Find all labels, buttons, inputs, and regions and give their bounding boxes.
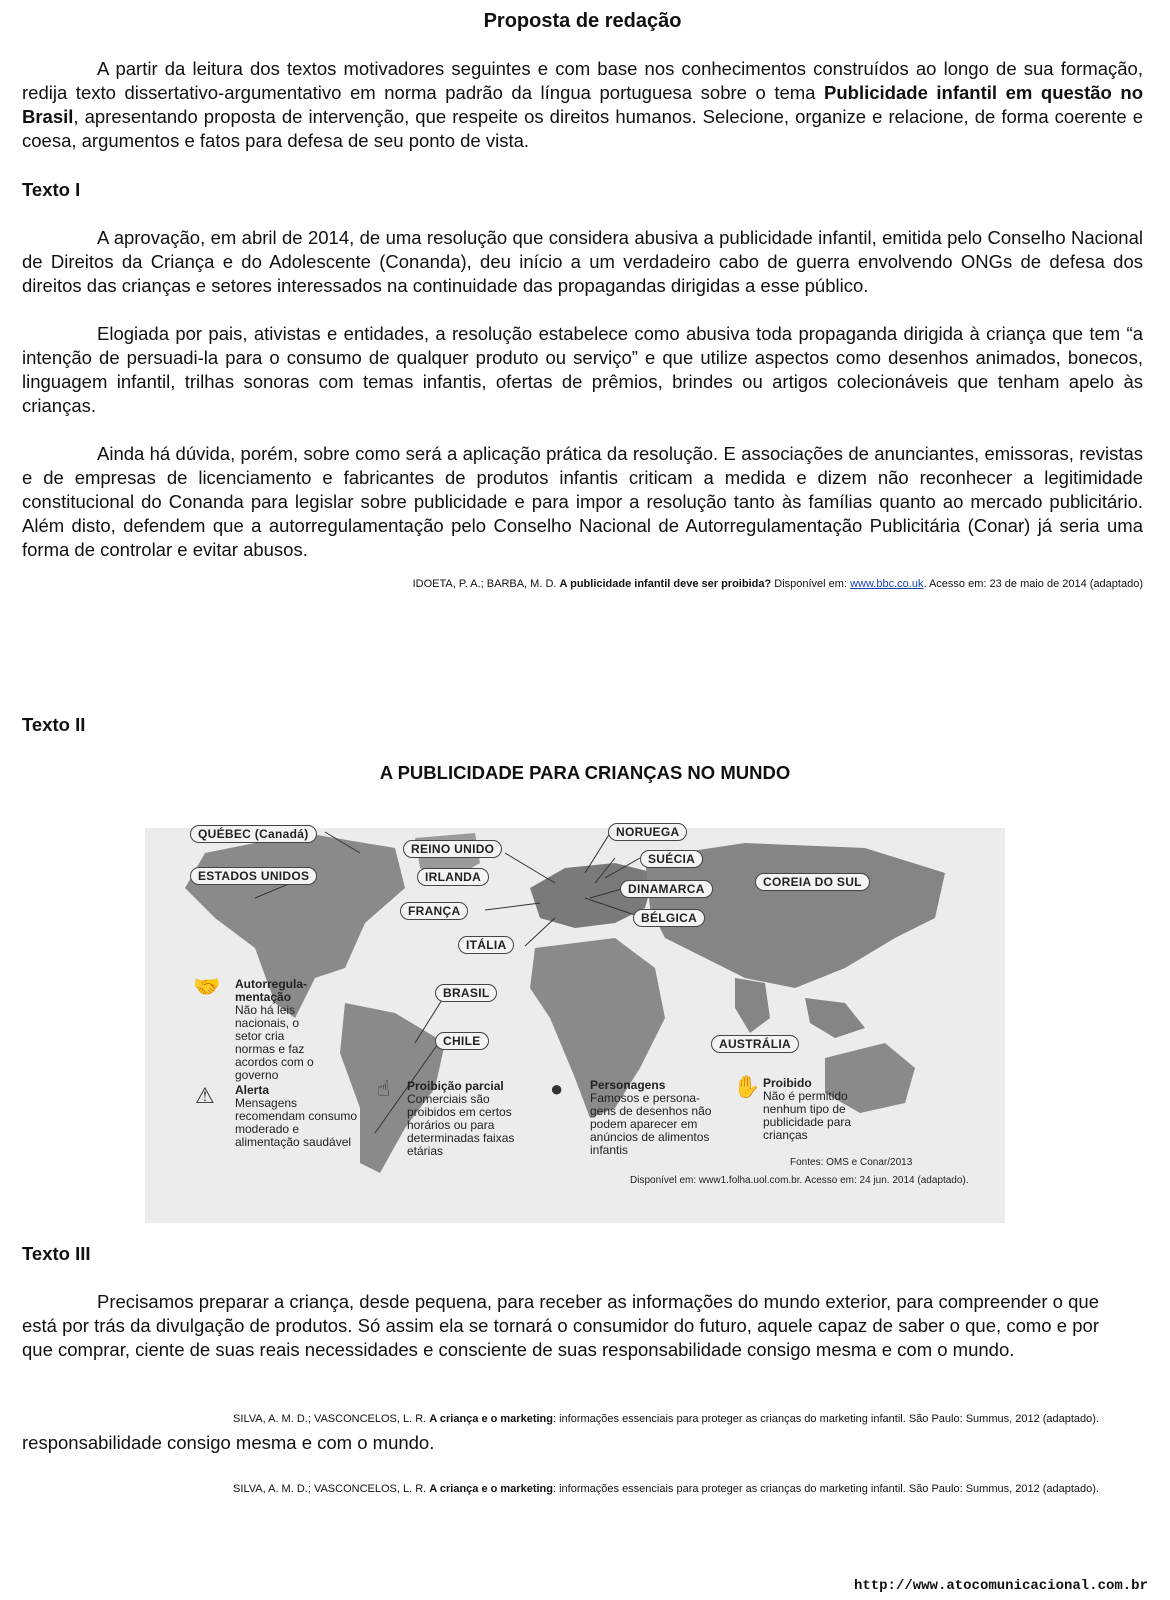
legend-alerta-title: Alerta [235,1083,270,1097]
legend-person-desc: Famosos e persona-gens de desenhos não podem aparecer em anúncios de alimentos infantis [590,1091,712,1157]
map-available: Disponível em: www1.folha.uol.com.br. Acesso em: 24 jun. 2014 (adaptado). [630,1175,969,1186]
hand-stop-icon: ✋ [733,1074,761,1099]
country-italia: ITÁLIA [458,936,514,954]
texto3-source-title: A criança e o marketing [429,1413,553,1425]
legend-personagens [590,1079,720,1157]
texto3-source-rest: : informações essenciais para proteger as crianças do marketing infantil. São Paulo: Summus, 2012 (adaptado). [552,1413,1099,1425]
country-irlanda: IRLANDA [417,868,489,886]
country-franca: FRANÇA [400,902,468,920]
texto3-heading: Texto III [22,1243,91,1264]
legend-autorreg-title: Autorregula- mentação [235,977,307,1004]
legend-alerta-desc: Mensagens recomendam consumo moderado e alimentação saudável [235,1096,358,1149]
legend-proibicao-parcial [407,1080,532,1158]
country-estados-unidos: ESTADOS UNIDOS [190,867,317,885]
source-title: A publicidade infantil deve ser proibida? [559,578,772,590]
handshake-icon: 🤝 [193,974,221,999]
texto3-source-authors-2: SILVA, A. M. D.; VASCONCELOS, L. R. [233,1483,430,1495]
texto3-paragraph: Precisamos preparar a criança, desde pequena, para receber as informações do mundo exterior, para compreender o que está por trás da divulgação de produtos. Só assim ela se tornará o consumidor do futuro, aquele capaz de saber o que, como e por que comprar, ciente de suas reais necessidades e consciente de suas responsabilidade consigo mesma e com o mundo. [22,1291,1099,1360]
texto1-paragraph-3: Ainda há dúvida, porém, sobre como será a aplicação prática da resolução. E associações de anunciantes, emissoras, revistas e de empresas de licenciamento e fabricantes de produtos infantis criticam a medida e dizem não reconhecer a legitimidade constitucional do Conanda para legislar sobre publicidade e para impor a resolução tanto às famílias quanto ao mercado publicitário. Além disto, defendem que a autorregulamentação pelo Conselho Nacional de Autorregulamentação Publicitária (Conar) já seria uma forma de controlar e evitar abusos. [22,443,1143,560]
texto1-heading: Texto I [22,179,81,200]
legend-parcial-title: Proibição parcial [407,1079,504,1093]
map-title: A PUBLICIDADE PARA CRIANÇAS NO MUNDO [379,762,791,783]
country-noruega: NORUEGA [608,823,687,841]
texto3-source-authors: SILVA, A. M. D.; VASCONCELOS, L. R. [233,1413,430,1425]
country-belgica: BÉLGICA [633,909,705,927]
intro-text-before: A partir da leitura dos textos motivadores seguintes e com base nos conhecimentos construídos ao longo de sua formação, redija texto dissertativo-argumentativo em norma padrão da língua portuguesa sobre o tema [22,58,1143,103]
country-coreia-do-sul: COREIA DO SUL [755,873,870,891]
legend-alerta [235,1084,360,1149]
legend-proib-desc: Não é permitido nenhum tipo de publicidade para crianças [763,1089,852,1142]
character-mouse-icon: ● [550,1076,564,1101]
country-reino-unido: REINO UNIDO [403,840,502,858]
texto3-source-rest-2: : informações essenciais para proteger as crianças do marketing infantil. São Paulo: Summus, 2012 (adaptado). [552,1483,1099,1495]
source-access: . Acesso em: 23 de maio de 2014 (adaptado) [923,578,1143,590]
country-quebec: QUÉBEC (Canadá) [190,825,317,843]
country-suecia: SUÉCIA [640,850,703,868]
hand-partial-icon: ☝ [377,1076,391,1101]
texto3-repeat-line: responsabilidade consigo mesma e com o mundo. [22,1432,435,1453]
source-authors: IDOETA, P. A.; BARBA, M. D. [412,578,560,590]
legend-proibido [763,1077,873,1142]
texto3-source [22,1407,1099,1431]
intro-text-after: , apresentando proposta de intervenção, que respeite os direitos humanos. Selecione, organize e relacione, de forma coerente e coesa, argumentos e fatos para defesa de seu ponto de vista. [22,106,1143,151]
footer-url[interactable]: http://www.atocomunicacional.com.br [853,1578,1148,1594]
source-available: Disponível em: [771,578,851,590]
alert-icon: ⚠ [195,1083,215,1108]
legend-autorregulamentacao [235,978,325,1082]
texto1-paragraph-2: Elogiada por pais, ativistas e entidades, a resolução estabelece como abusiva toda propaganda dirigida à criança que tem “a intenção de persuadi-la para o consumo de qualquer produto ou serviço” e que utilize aspectos como desenhos animados, bonecos, linguagem infantil, trilhas sonoras com temas infantis, ofertas de prêmios, brindes ou artigos colecionáveis que tenham apelo às crianças. [22,323,1143,416]
map-sources: Fontes: OMS e Conar/2013 [790,1157,913,1168]
legend-proib-title: Proibido [763,1076,812,1090]
document-page [22,10,1143,596]
source-link[interactable]: www.bbc.co.uk [850,578,924,590]
country-dinamarca: DINAMARCA [620,880,713,898]
country-brasil: BRASIL [435,984,497,1002]
intro-theme: Publicidade infantil em questão no Brasil [22,82,1143,127]
page-title: Proposta de redação [483,10,682,32]
country-australia: AUSTRÁLIA [711,1035,799,1053]
texto3-source-title-2: A criança e o marketing [429,1483,553,1495]
texto2-heading: Texto II [22,714,86,735]
intro-paragraph [22,57,1143,153]
legend-parcial-desc: Comerciais são proibidos em certos horários ou para determinadas faixas etárias [407,1092,515,1158]
texto1-source [22,572,1143,596]
legend-person-title: Personagens [590,1078,666,1092]
country-chile: CHILE [435,1032,489,1050]
world-map [145,825,1005,1223]
texto1-paragraph-1: A aprovação, em abril de 2014, de uma resolução que considera abusiva a publicidade infantil, emitida pelo Conselho Nacional de Direitos da Criança e do Adolescente (Conanda), deu início a um verdadeiro cabo de guerra envolvendo ONGs de defesa dos direitos das crianças e setores interessados na continuidade das propagandas dirigidas a esse público. [22,227,1143,296]
legend-autorreg-desc: Não há leis nacionais, o setor cria normas e faz acordos com o governo [235,1003,314,1082]
texto3-source-repeat [22,1477,1099,1501]
